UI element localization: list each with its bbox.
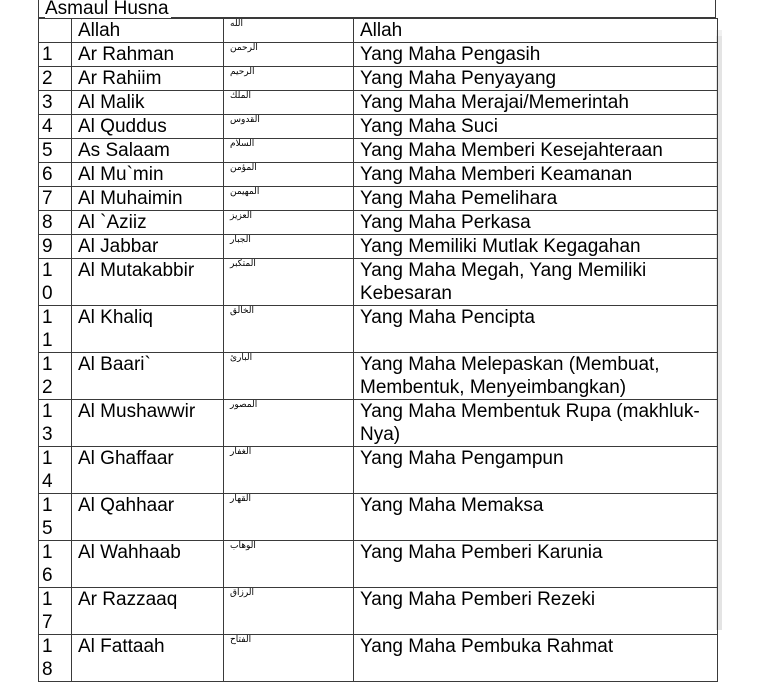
row-number-cell[interactable]: 2 — [39, 67, 72, 91]
row-number-cell[interactable]: 9 — [39, 235, 72, 259]
row-arabic-cell[interactable]: الخالق — [224, 306, 354, 353]
row-number-cell[interactable]: 8 — [39, 211, 72, 235]
row-arabic-cell[interactable]: المهيمن — [224, 187, 354, 211]
row-number-cell[interactable]: 6 — [39, 163, 72, 187]
row-meaning-cell[interactable]: Yang Maha Membentuk Rupa (makhluk-Nya) — [354, 400, 718, 447]
row-meaning-cell[interactable]: Yang Maha Pemelihara — [354, 187, 718, 211]
row-meaning-cell[interactable]: Yang Maha Megah, Yang Memiliki Kebesaran — [354, 259, 718, 306]
row-meaning-cell[interactable]: Yang Maha Pemberi Karunia — [354, 541, 718, 588]
row-name-cell[interactable]: Al Ghaffaar — [72, 447, 224, 494]
row-arabic-cell[interactable]: المصور — [224, 400, 354, 447]
row-arabic-cell[interactable]: الوهاب — [224, 541, 354, 588]
header-number-cell[interactable] — [39, 19, 72, 43]
row-number-cell[interactable]: 3 — [39, 91, 72, 115]
row-name-cell[interactable]: Al Mu`min — [72, 163, 224, 187]
table-row — [39, 400, 718, 447]
row-arabic-cell[interactable]: الرحيم — [224, 67, 354, 91]
row-meaning-cell[interactable]: Yang Memiliki Mutlak Kegagahan — [354, 235, 718, 259]
table-row — [39, 235, 718, 259]
row-arabic-cell[interactable]: البارئ — [224, 353, 354, 400]
row-meaning-cell[interactable]: Yang Maha Pemberi Rezeki — [354, 588, 718, 635]
table-row — [39, 494, 718, 541]
table-row — [39, 43, 718, 67]
document-title[interactable]: Asmaul Husna — [45, 0, 169, 19]
row-number-cell[interactable]: 5 — [39, 139, 72, 163]
row-number-cell[interactable]: 13 — [39, 400, 72, 447]
row-name-cell[interactable]: Ar Rahiim — [72, 67, 224, 91]
row-name-cell[interactable]: Al `Aziiz — [72, 211, 224, 235]
row-arabic-cell[interactable]: الملك — [224, 91, 354, 115]
table-row — [39, 67, 718, 91]
row-meaning-cell[interactable]: Yang Maha Melepaskan (Membuat, Membentuk, Menyeimbangkan) — [354, 353, 718, 400]
table-row — [39, 115, 718, 139]
row-number-cell[interactable]: 14 — [39, 447, 72, 494]
row-number-cell[interactable]: 12 — [39, 353, 72, 400]
table-row — [39, 211, 718, 235]
row-arabic-cell[interactable]: الغفار — [224, 447, 354, 494]
table-row — [39, 139, 718, 163]
table-row — [39, 588, 718, 635]
asmaul-husna-table — [38, 18, 718, 682]
row-meaning-cell[interactable]: Yang Maha Memberi Keamanan — [354, 163, 718, 187]
table-row — [39, 447, 718, 494]
row-arabic-cell[interactable]: القدوس — [224, 115, 354, 139]
row-arabic-cell[interactable]: الجبار — [224, 235, 354, 259]
row-meaning-cell[interactable]: Yang Maha Pengampun — [354, 447, 718, 494]
row-meaning-cell[interactable]: Yang Maha Pengasih — [354, 43, 718, 67]
row-arabic-cell[interactable]: المؤمن — [224, 163, 354, 187]
row-name-cell[interactable]: Al Baari` — [72, 353, 224, 400]
table-row — [39, 259, 718, 306]
row-meaning-cell[interactable]: Yang Maha Pencipta — [354, 306, 718, 353]
row-number-cell[interactable]: 10 — [39, 259, 72, 306]
row-name-cell[interactable]: Ar Rahman — [72, 43, 224, 67]
header-meaning-cell[interactable]: Allah — [354, 19, 718, 43]
row-meaning-cell[interactable]: Yang Maha Penyayang — [354, 67, 718, 91]
table-row — [39, 91, 718, 115]
row-name-cell[interactable]: Al Muhaimin — [72, 187, 224, 211]
table-row — [39, 635, 718, 682]
header-name-cell[interactable]: Allah — [72, 19, 224, 43]
table-row — [39, 187, 718, 211]
row-arabic-cell[interactable]: الرزاق — [224, 588, 354, 635]
row-name-cell[interactable]: Al Mushawwir — [72, 400, 224, 447]
row-meaning-cell[interactable]: Yang Maha Suci — [354, 115, 718, 139]
row-name-cell[interactable]: Al Wahhaab — [72, 541, 224, 588]
row-meaning-cell[interactable]: Yang Maha Merajai/Memerintah — [354, 91, 718, 115]
row-number-cell[interactable]: 15 — [39, 494, 72, 541]
row-arabic-cell[interactable]: العزيز — [224, 211, 354, 235]
row-arabic-cell[interactable]: السلام — [224, 139, 354, 163]
table-row — [39, 353, 718, 400]
row-meaning-cell[interactable]: Yang Maha Pembuka Rahmat — [354, 635, 718, 682]
row-name-cell[interactable]: Ar Razzaaq — [72, 588, 224, 635]
row-number-cell[interactable]: 11 — [39, 306, 72, 353]
table-header-row — [39, 19, 718, 43]
row-name-cell[interactable]: Al Fattaah — [72, 635, 224, 682]
table-row — [39, 541, 718, 588]
row-number-cell[interactable]: 1 — [39, 43, 72, 67]
row-name-cell[interactable]: Al Malik — [72, 91, 224, 115]
row-meaning-cell[interactable]: Yang Maha Memaksa — [354, 494, 718, 541]
row-name-cell[interactable]: Al Khaliq — [72, 306, 224, 353]
row-number-cell[interactable]: 18 — [39, 635, 72, 682]
table-row — [39, 163, 718, 187]
table-row — [39, 306, 718, 353]
header-arabic-cell[interactable]: الله — [224, 19, 354, 43]
row-meaning-cell[interactable]: Yang Maha Memberi Kesejahteraan — [354, 139, 718, 163]
row-arabic-cell[interactable]: الفتاح — [224, 635, 354, 682]
row-name-cell[interactable]: Al Jabbar — [72, 235, 224, 259]
row-name-cell[interactable]: As Salaam — [72, 139, 224, 163]
row-number-cell[interactable]: 4 — [39, 115, 72, 139]
row-name-cell[interactable]: Al Qahhaar — [72, 494, 224, 541]
row-name-cell[interactable]: Al Quddus — [72, 115, 224, 139]
row-arabic-cell[interactable]: القهار — [224, 494, 354, 541]
row-arabic-cell[interactable]: الرحمن — [224, 43, 354, 67]
row-meaning-cell[interactable]: Yang Maha Perkasa — [354, 211, 718, 235]
row-number-cell[interactable]: 7 — [39, 187, 72, 211]
row-number-cell[interactable]: 17 — [39, 588, 72, 635]
row-number-cell[interactable]: 16 — [39, 541, 72, 588]
row-name-cell[interactable]: Al Mutakabbir — [72, 259, 224, 306]
row-arabic-cell[interactable]: المتكبر — [224, 259, 354, 306]
